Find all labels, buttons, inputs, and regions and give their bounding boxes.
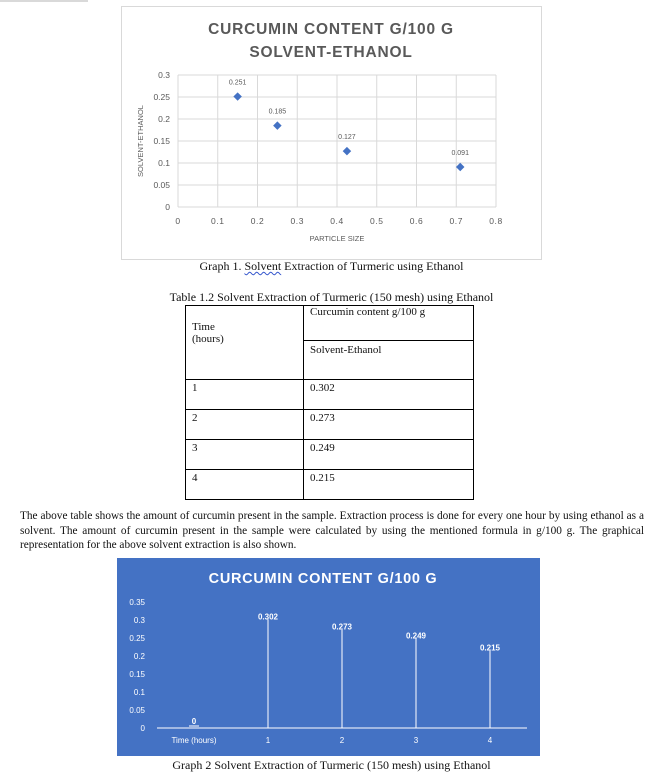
- graph1-caption-wavy-word: Solvent: [244, 259, 282, 273]
- description-paragraph: The above table shows the amount of curcumin present in the sample. Extraction process is done for every one hour by using ethanol as a solvent. The amount of curcumin present in the sample were calculated by using the mentioned formula in g/100 g. The graphical representation for the above solvent extraction is also shown.: [20, 510, 644, 551]
- y-tick-label: 0.35: [129, 598, 145, 607]
- value-cell: 0.302: [304, 380, 474, 410]
- data-point-label: 0.251: [228, 79, 247, 87]
- x-tick-label: 0: [175, 216, 181, 226]
- y-tick-label: 0.25: [153, 92, 170, 102]
- y-tick-label: 0: [140, 724, 145, 733]
- table-row: [186, 380, 474, 410]
- graph1-caption-prefix: Graph 1.: [199, 259, 242, 273]
- x-tick-label: 0.8: [489, 216, 503, 226]
- y-tick-label: 0.2: [133, 652, 145, 661]
- data-label: 0.215: [479, 643, 501, 653]
- y-tick-label: 0.15: [153, 136, 170, 146]
- y-tick-label: 0.25: [129, 634, 145, 643]
- chart-title: CURCUMIN CONTENT G/100 G: [208, 21, 454, 38]
- table-title: Table 1.2 Solvent Extraction of Turmeric (150 mesh) using Ethanol: [169, 290, 494, 304]
- scatter-chart-svg: [122, 7, 541, 259]
- x-tick-label: 3: [413, 736, 419, 745]
- y-tick-label: 0: [165, 202, 170, 212]
- header-time-cell: [186, 306, 304, 380]
- data-label: 0.273: [331, 622, 353, 632]
- header-time-unit: (hours): [192, 333, 224, 345]
- y-tick-label: 0.1: [158, 158, 170, 168]
- x-tick-label: 0.6: [409, 216, 424, 226]
- x-tick-label: 4: [487, 736, 493, 745]
- header-content: Curcumin content g/100 g: [310, 306, 426, 318]
- bar-chart-curcumin-content: [117, 558, 540, 756]
- x-tick-label: 0.3: [290, 216, 305, 226]
- top-divider: [0, 0, 88, 2]
- table-row: [186, 440, 474, 470]
- value-cell: 0.273: [304, 410, 474, 440]
- x-tick-label: 0.7: [449, 216, 464, 226]
- data-point-marker: [456, 163, 464, 171]
- time-cell: 2: [186, 410, 304, 440]
- y-tick-label: 0.05: [153, 180, 170, 190]
- x-tick-label: 0.2: [250, 216, 265, 226]
- y-tick-label: 0.2: [158, 114, 170, 124]
- data-point-marker: [233, 92, 241, 100]
- time-cell: 3: [186, 440, 304, 470]
- x-tick-label: Time (hours): [171, 736, 217, 745]
- chart-title: CURCUMIN CONTENT G/100 G: [208, 571, 438, 587]
- data-point-label: 0.127: [338, 134, 356, 142]
- graph1-caption-rest: Extraction of Turmeric using Ethanol: [281, 259, 464, 273]
- graph2-caption: Graph 2 Solvent Extraction of Turmeric (150 mesh) using Ethanol: [172, 758, 491, 772]
- header-time: Time: [192, 321, 215, 333]
- x-axis-label: PARTICLE SIZE: [309, 234, 365, 243]
- table-header-row: [186, 306, 474, 341]
- chart-title: SOLVENT-ETHANOL: [249, 44, 413, 61]
- graph1-caption: [0, 259, 663, 274]
- x-tick-label: 0.4: [330, 216, 344, 226]
- table-row: [186, 410, 474, 440]
- y-tick-label: 0.15: [129, 670, 145, 679]
- extraction-table: [185, 305, 474, 500]
- header-solvent: Solvent-Ethanol: [310, 343, 382, 356]
- y-tick-label: 0.05: [129, 706, 145, 715]
- value-cell: 0.249: [304, 440, 474, 470]
- data-point-label: 0.185: [268, 108, 287, 116]
- header-solvent-cell: [304, 340, 474, 379]
- scatter-chart-particle-size: [121, 6, 542, 260]
- data-point-marker: [273, 121, 281, 129]
- data-label: 0: [191, 717, 197, 726]
- data-label: 0.302: [257, 612, 279, 622]
- header-content-cell: [304, 306, 474, 341]
- x-tick-label: 0.5: [369, 216, 384, 226]
- y-axis-label: SOLVENT-ETHANOL: [136, 105, 145, 177]
- table-row: [186, 470, 474, 500]
- y-tick-label: 0.3: [158, 70, 170, 80]
- data-label: 0.249: [405, 631, 427, 641]
- value-cell: 0.215: [304, 470, 474, 500]
- x-tick-label: 2: [339, 736, 345, 745]
- time-cell: 1: [186, 380, 304, 410]
- x-tick-label: 0.1: [210, 216, 225, 226]
- bar-chart-svg: [117, 558, 540, 756]
- data-point-marker: [343, 147, 351, 155]
- y-tick-label: 0.1: [133, 688, 145, 697]
- data-point-label: 0.091: [451, 149, 469, 157]
- time-cell: 4: [186, 470, 304, 500]
- x-tick-label: 1: [265, 736, 271, 745]
- y-tick-label: 0.3: [133, 616, 145, 625]
